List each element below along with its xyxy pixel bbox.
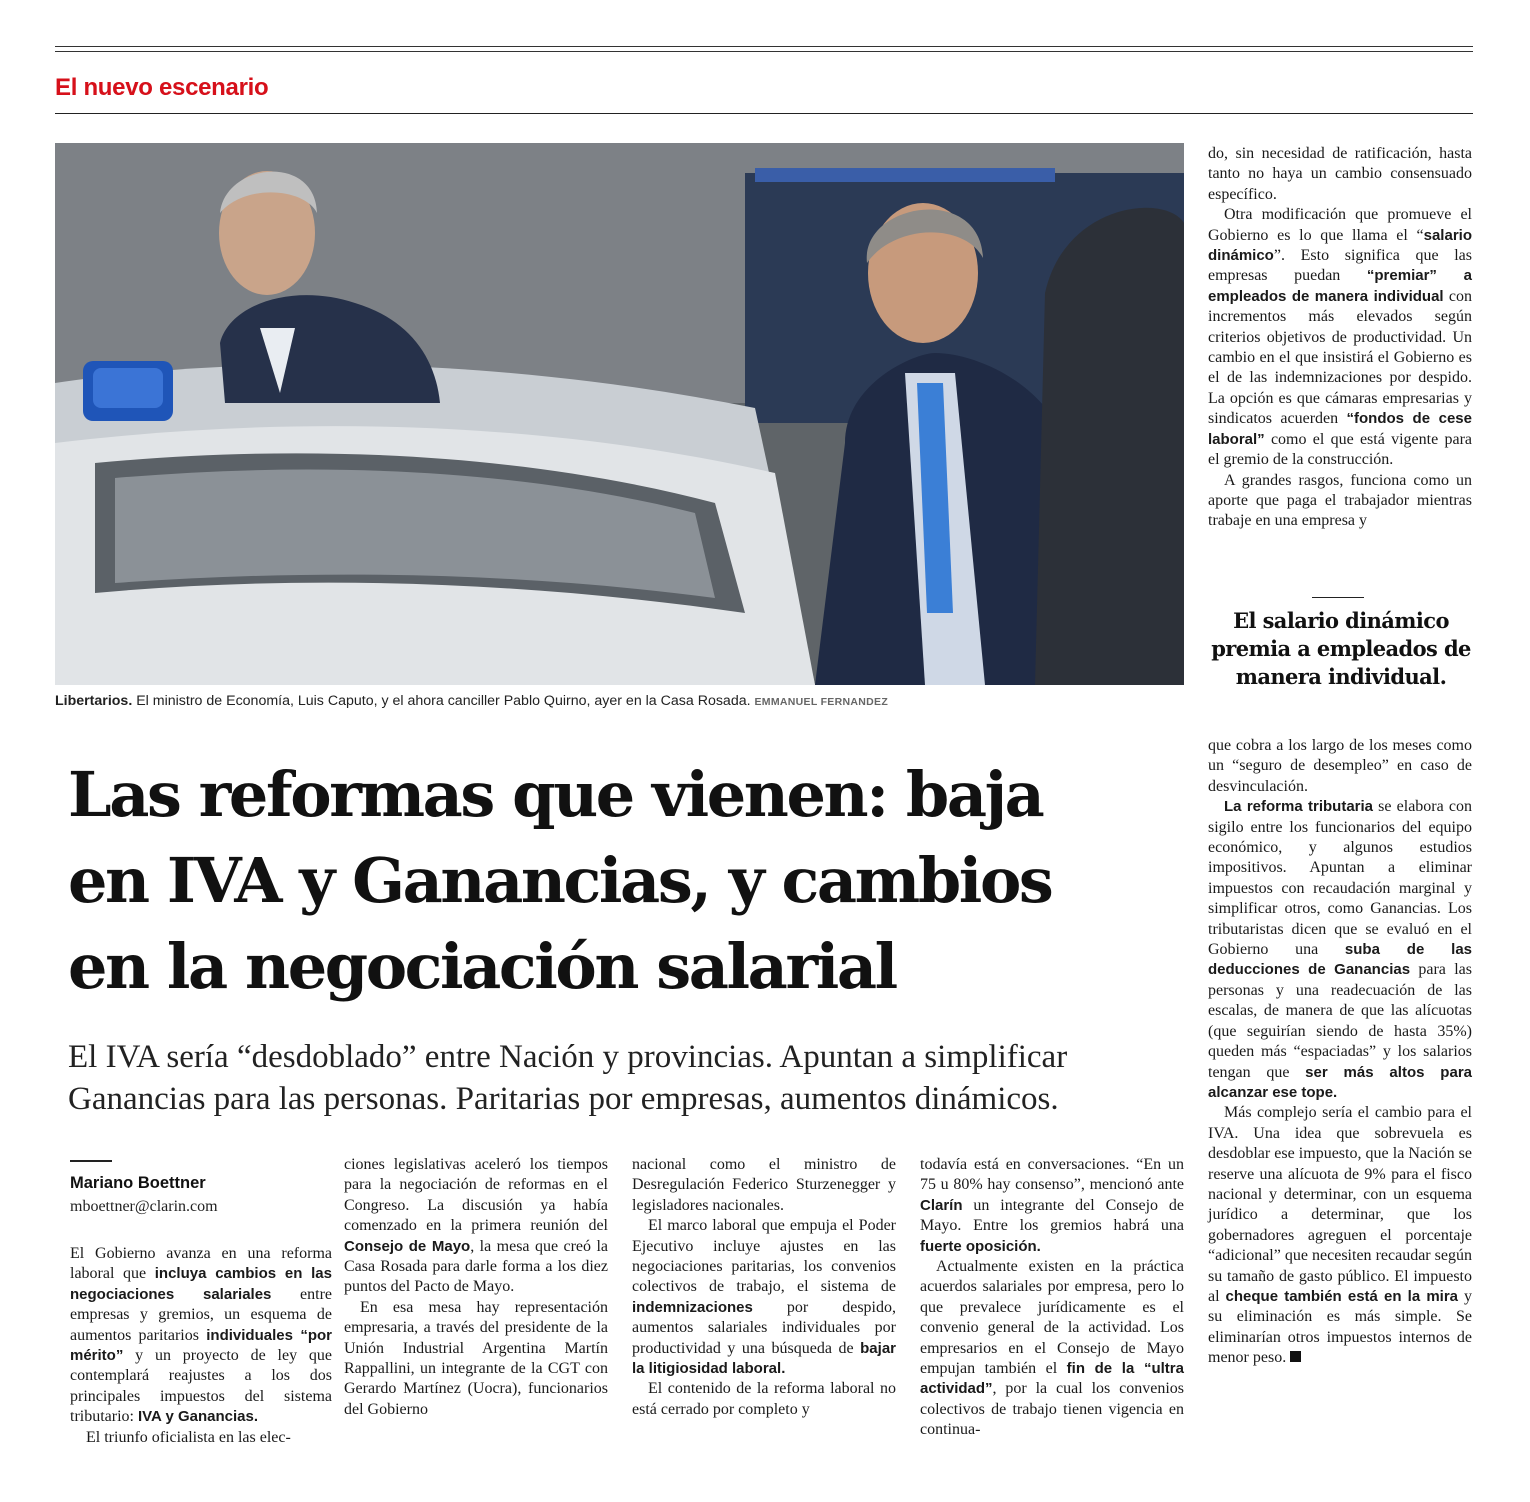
- paragraph: El marco laboral que empuja el Poder Ejecutivo incluye ajustes en las negociaciones paritarias, los convenios colectivos de trabajo, el sistema de indemnizaciones por despido, aumentos salariales individuales por productividad y una búsqueda de bajar la litigiosidad laboral.: [632, 1217, 896, 1378]
- headline-line-2: en IVA y Ganancias, y cambios: [68, 844, 1052, 917]
- paragraph: Más complejo sería el cambio para el IVA. Una idea que sobrevuela es desdoblar ese impuesto, que la Nación se reserve una alícuota de 9% para el fisco nacional y determinar, con un esquema jurídico a determinar, que los gobernadores agreguen el porcentaje “adicional” que necesiten recaudar según su tamaño de gasto público. El impuesto al cheque también está en la mira y su eliminación es más simple. Se eliminarían otros impuestos internos de menor peso.: [1208, 1104, 1472, 1367]
- paragraph: do, sin necesidad de ratificación, hasta tanto no haya un cambio consensuado específico.: [1208, 145, 1472, 203]
- deck-line-1: El IVA sería “desdoblado” entre Nación y provincias. Apuntan a simplificar: [68, 1039, 1068, 1075]
- subheadline: [68, 1036, 1193, 1120]
- paragraph: Otra modificación que promueve el Gobierno es lo que llama el “salario dinámico”. Esto significa que las empresas puedan “premiar” a empleados de manera individual con incrementos más elevados según criterios objetivos de productividad. Un cambio en el que insistirá el Gobierno es el de las indemnizaciones por despido. La opción es que cámaras empresarias y sindicatos acuerden “fondos de cese laboral” como el que está vigente para el gremio de la construcción.: [1208, 206, 1473, 469]
- pullquote-line-3: manera individual.: [1235, 664, 1447, 689]
- top-rule-secondary: [55, 51, 1473, 52]
- pullquote-line-2: premia a empleados de: [1211, 636, 1471, 661]
- pullquote-rule: [1312, 597, 1364, 598]
- article-column-5-bottom: [1208, 736, 1472, 1369]
- caption-lead: Libertarios.: [55, 693, 133, 709]
- paragraph: La reforma tributaria se elabora con sigilo entre los funcionarios del equipo económico, y algunos estudios impositivos. Apuntan a eliminar impuestos con recaudación marginal y simplificar otros, como Ganancias. Los tributaristas dicen que se evaluó en el Gobierno una suba de las deducciones de Ganancias para las personas y una readecuación de las escalas, de manera de que las alícuotas (que seguirían siendo de hasta 35%) queden más “espaciadas” y los salarios tengan que ser más altos para alcanzar ese tope.: [1208, 798, 1473, 1101]
- headline: [68, 752, 1193, 1010]
- deck-line-2: Ganancias para las personas. Paritarias por empresas, aumentos dinámicos.: [68, 1081, 1059, 1117]
- headline-line-3: en la negociación salarial: [68, 930, 896, 1003]
- article-column-5-top: [1208, 144, 1472, 532]
- paragraph: El triunfo oficialista en las elec-: [86, 1428, 291, 1446]
- paragraph: nacional como el ministro de Desregulación Federico Sturzenegger y legisladores nacionales.: [632, 1156, 896, 1214]
- paragraph: ciones legislativas aceleró los tiempos para la negociación de reformas en el Congreso. La discusión ya había comenzado en la primera reunión del Consejo de Mayo, la mesa que creó la Casa Rosada para darle forma a los diez puntos del Pacto de Mayo.: [344, 1156, 609, 1296]
- article-column-2: [344, 1155, 608, 1420]
- paragraph: que cobra a los largo de los meses como un “seguro de desempleo” en caso de desvinculación.: [1208, 737, 1472, 795]
- headline-line-1: Las reformas que vienen: baja: [68, 758, 1043, 831]
- paragraph: todavía está en conversaciones. “En un 75 u 80% hay consenso”, mencionó ante Clarín un integrante del Consejo de Mayo. Entre los gremios habrá una fuerte oposición.: [920, 1156, 1184, 1255]
- photo-illustration: [55, 143, 1184, 685]
- paragraph: El Gobierno avanza en una reforma laboral que incluya cambios en las negociaciones salariales entre empresas y gremios, un esquema de aumentos paritarios individuales “por mérito” y un proyecto de ley que contemplará reajustes a los dos principales impuestos del sistema tributario: IVA y Ganancias.: [70, 1245, 332, 1426]
- pullquote: [1196, 607, 1486, 691]
- paragraph: A grandes rasgos, funciona como un aporte que paga el trabajador mientras trabaje en una empresa y: [1208, 471, 1472, 530]
- top-rule: [55, 46, 1473, 47]
- paragraph: El contenido de la reforma laboral no está cerrado por completo y: [632, 1380, 896, 1418]
- author-email: mboettner@clarin.com: [70, 1198, 218, 1215]
- paragraph: En esa mesa hay representación empresaria, a través del presidente de la Unión Industrial Argentina Martín Rappallini, un integrante de la CGT con Gerardo Martínez (Uocra), funcionarios del Gobierno: [344, 1298, 608, 1418]
- photo-caption: [55, 693, 1184, 709]
- section-rule: [55, 113, 1473, 114]
- end-of-article-mark: [1290, 1351, 1301, 1362]
- news-photo: [55, 143, 1184, 685]
- article-column-1: [70, 1244, 332, 1448]
- caption-text: El ministro de Economía, Luis Caputo, y el ahora canciller Pablo Quirno, ayer en la Casa Rosada.: [136, 693, 751, 709]
- author-name: Mariano Boettner: [70, 1174, 206, 1192]
- article-column-4: [920, 1155, 1184, 1441]
- photo-credit: EMMANUEL FERNANDEZ: [754, 696, 889, 708]
- article-column-3: [632, 1155, 896, 1420]
- byline-rule: [70, 1160, 112, 1162]
- paragraph: Actualmente existen en la práctica acuerdos salariales por empresa, pero lo que prevalece jurídicamente es el convenio general de la actividad. Los empresarios en el Consejo de Mayo empujan también el fin de la “ultra actividad”, por la cual los convenios colectivos de trabajo tienen vigencia en continua-: [920, 1258, 1184, 1439]
- pullquote-line-1: El salario dinámico: [1233, 608, 1449, 633]
- section-label: El nuevo escenario: [55, 74, 269, 101]
